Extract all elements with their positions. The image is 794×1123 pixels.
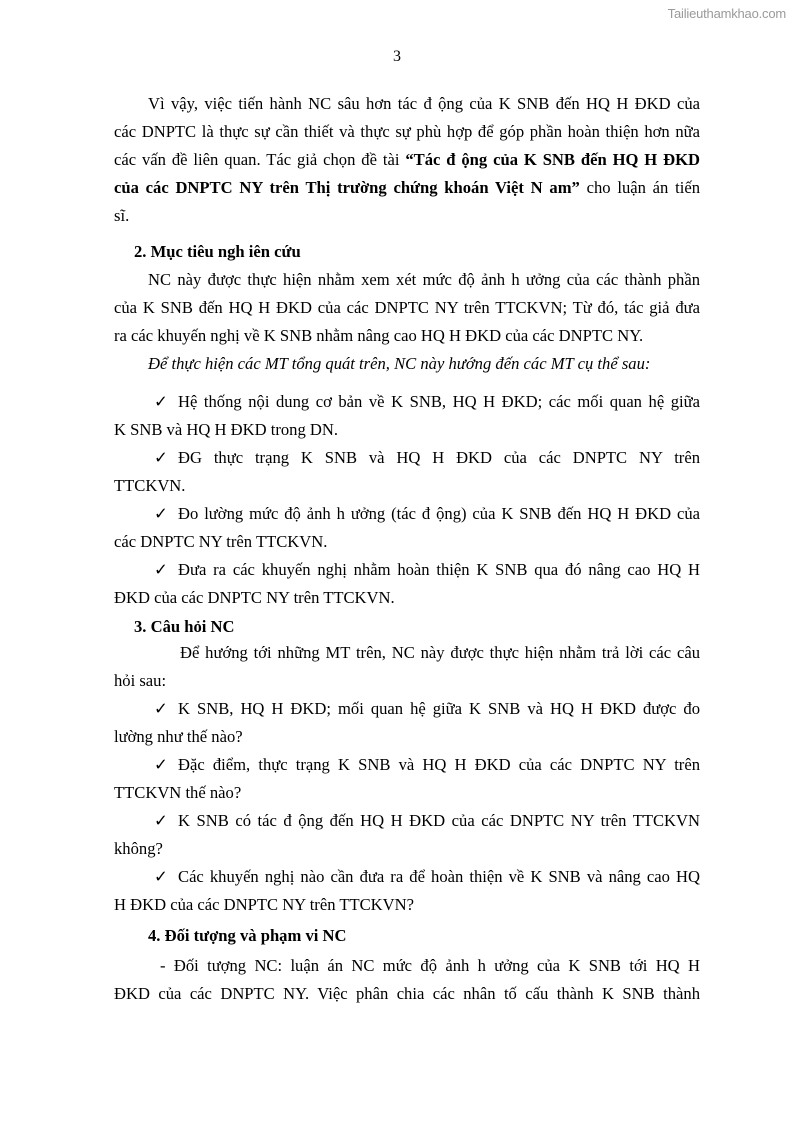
bullet-text: Đưa ra các khuyến nghị nhằm hoàn thiện K SNB qua đó nâng cao HQ H bbox=[178, 560, 700, 579]
bullet-continuation: các DNPTC NY trên TTCKVN. bbox=[114, 532, 328, 551]
bullet-item bbox=[154, 699, 700, 719]
page-number: 3 bbox=[393, 48, 401, 65]
bullet-item bbox=[154, 448, 700, 468]
check-icon: ✓ bbox=[154, 504, 168, 523]
check-icon: ✓ bbox=[154, 392, 168, 411]
text-line: các DNPTC là thực sự cần thiết và thực sự phù hợp để góp phần hoàn thiện hơn nữa bbox=[114, 122, 700, 141]
bullet-text: K SNB có tác đ ộng đến HQ H ĐKD của các DNPTC NY trên TTCKVN bbox=[178, 811, 700, 830]
italic-intro: Để thực hiện các MT tổng quát trên, NC này hướng đến các MT cụ thể sau: bbox=[148, 354, 651, 373]
section-heading: 2. Mục tiêu ngh iên cứu bbox=[134, 242, 301, 261]
bullet-text: Hệ thống nội dung cơ bản về K SNB, HQ H ĐKD; các mối quan hệ giữa bbox=[178, 392, 700, 411]
text-line: NC này được thực hiện nhằm xem xét mức độ ảnh h ưởng của các thành phần bbox=[148, 270, 700, 289]
check-icon: ✓ bbox=[154, 699, 168, 718]
thesis-title-part1: “Tác đ ộng của K SNB đến HQ H ĐKD bbox=[405, 150, 700, 169]
section-heading: 4. Đối tượng và phạm vi NC bbox=[148, 926, 347, 945]
text-line: Vì vậy, việc tiến hành NC sâu hơn tác đ ộng của K SNB đến HQ H ĐKD của bbox=[148, 94, 700, 113]
text-line bbox=[114, 178, 700, 198]
bullet-text: ĐG thực trạng K SNB và HQ H ĐKD của các DNPTC NY trên bbox=[178, 448, 700, 467]
bullet-continuation: TTCKVN thế nào? bbox=[114, 783, 242, 802]
bullet-text: K SNB, HQ H ĐKD; mối quan hệ giữa K SNB và HQ H ĐKD được đo bbox=[178, 699, 700, 718]
check-icon: ✓ bbox=[154, 755, 168, 774]
bullet-continuation: K SNB và HQ H ĐKD trong DN. bbox=[114, 420, 339, 439]
bullet-item bbox=[154, 811, 700, 831]
text-line: Để hướng tới những MT trên, NC này được thực hiện nhằm trả lời các câu bbox=[180, 643, 700, 662]
text-line: ĐKD của các DNPTC NY. Việc phân chia các nhân tố cấu thành K SNB thành bbox=[114, 984, 700, 1003]
text-line bbox=[114, 150, 700, 170]
bullet-item bbox=[154, 504, 700, 524]
bullet-text: Đặc điểm, thực trạng K SNB và HQ H ĐKD của các DNPTC NY trên bbox=[178, 755, 700, 774]
bullet-item bbox=[154, 755, 700, 775]
check-icon: ✓ bbox=[154, 867, 168, 886]
thesis-title-part2: của các DNPTC NY trên Thị trường chứng khoán Việt N am” bbox=[114, 178, 580, 197]
text-span: các vấn đề liên quan. Tác giả chọn đề tài bbox=[114, 150, 406, 169]
bullet-continuation: ĐKD của các DNPTC NY trên TTCKVN. bbox=[114, 588, 395, 607]
bullet-item bbox=[154, 392, 700, 412]
bullet-text: Các khuyến nghị nào cần đưa ra để hoàn thiện về K SNB và nâng cao HQ bbox=[178, 867, 700, 886]
check-icon: ✓ bbox=[154, 448, 168, 467]
text-line: ra các khuyến nghị về K SNB nhằm nâng cao HQ H ĐKD của các DNPTC NY. bbox=[114, 326, 644, 345]
bullet-item bbox=[154, 867, 700, 887]
section-heading: 3. Câu hỏi NC bbox=[134, 617, 235, 636]
text-line: của K SNB đến HQ H ĐKD của các DNPTC NY trên TTCKVN; Từ đó, tác giả đưa bbox=[114, 298, 700, 317]
bullet-item bbox=[154, 560, 700, 580]
check-icon: ✓ bbox=[154, 560, 168, 579]
bullet-continuation: không? bbox=[114, 839, 163, 858]
text-line: sĩ. bbox=[114, 206, 130, 225]
bullet-text: Đo lường mức độ ảnh h ưởng (tác đ ộng) của K SNB đến HQ H ĐKD của bbox=[178, 504, 700, 523]
bullet-continuation: lường như thế nào? bbox=[114, 727, 243, 746]
check-icon: ✓ bbox=[154, 811, 168, 830]
watermark: Tailieuthamkhao.com bbox=[667, 6, 786, 21]
text-line: - Đối tượng NC: luận án NC mức độ ảnh h ưởng của K SNB tới HQ H bbox=[160, 956, 700, 975]
bullet-continuation: TTCKVN. bbox=[114, 476, 186, 495]
text-span: cho luận án tiến bbox=[579, 178, 700, 197]
bullet-continuation: H ĐKD của các DNPTC NY trên TTCKVN? bbox=[114, 895, 414, 914]
text-line: hỏi sau: bbox=[114, 671, 167, 690]
